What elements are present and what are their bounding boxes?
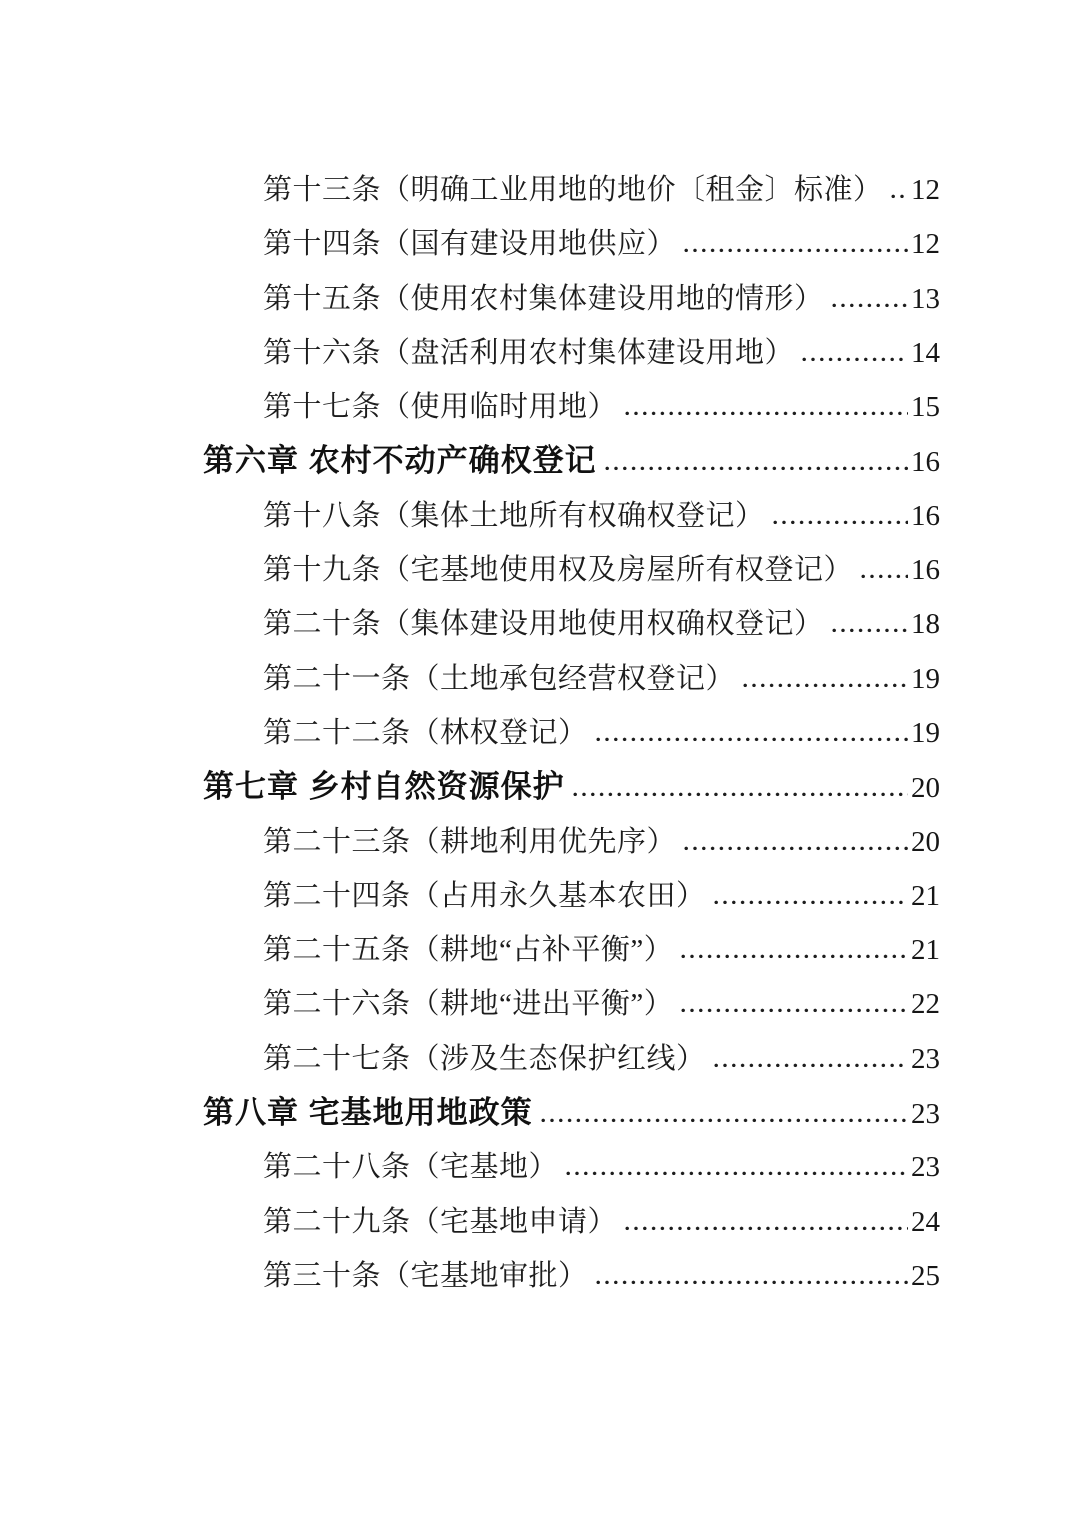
toc-entry-label: 第二十五条（耕地“占补平衡”） (263, 934, 674, 967)
table-of-contents (203, 163, 940, 1303)
toc-entry-label: 第二十一条（土地承包经营权登记） (263, 662, 736, 695)
toc-page-number: 20 (911, 772, 940, 805)
dotted-leader (832, 624, 908, 633)
toc-article-row (203, 326, 940, 380)
dotted-leader (743, 679, 908, 688)
toc-entry-label: 第七章 乡村自然资源保护 (203, 769, 565, 805)
dotted-leader (891, 190, 908, 199)
toc-article-row (203, 815, 940, 869)
dotted-leader (684, 244, 908, 253)
toc-page-number: 19 (911, 662, 940, 695)
dotted-leader (832, 299, 908, 308)
dotted-leader (681, 1004, 908, 1013)
toc-page-number: 12 (911, 174, 940, 206)
toc-chapter-row (203, 760, 940, 814)
toc-chapter-row (203, 1086, 940, 1140)
toc-entry-label: 第八章 宅基地用地政策 (203, 1095, 533, 1131)
dotted-leader (681, 950, 908, 959)
dotted-leader (596, 733, 908, 742)
dotted-leader (861, 570, 908, 579)
toc-page-number: 12 (911, 228, 940, 261)
toc-entry-label: 第十八条（集体土地所有权确权登记） (263, 499, 765, 532)
toc-entry-label: 第二十四条（占用永久基本农田） (263, 879, 706, 912)
dotted-leader (596, 1276, 908, 1285)
dotted-leader (573, 788, 908, 797)
toc-page-number: 21 (911, 879, 940, 912)
dotted-leader (684, 842, 908, 851)
toc-page-number: 20 (911, 825, 940, 858)
toc-entry-label: 第六章 农村不动产确权登记 (203, 443, 597, 479)
toc-entry-label: 第十九条（宅基地使用权及房屋所有权登记） (263, 554, 854, 587)
toc-page-number: 14 (911, 336, 940, 369)
toc-article-row (203, 652, 940, 706)
toc-article-row (203, 1032, 940, 1086)
toc-entry-label: 第二十条（集体建设用地使用权确权登记） (263, 608, 824, 641)
toc-article-row (203, 706, 940, 760)
toc-article-row (203, 869, 940, 923)
toc-article-row (203, 163, 940, 217)
toc-article-row (203, 217, 940, 271)
toc-page-number: 13 (911, 282, 940, 315)
toc-article-row (203, 1195, 940, 1249)
toc-article-row (203, 489, 940, 543)
dotted-leader (802, 353, 908, 362)
toc-article-row (203, 1249, 940, 1303)
toc-page-number: 15 (911, 391, 940, 424)
toc-entry-label: 第十四条（国有建设用地供应） (263, 228, 677, 261)
toc-entry-label: 第二十八条（宅基地） (263, 1151, 559, 1184)
toc-page-number: 25 (911, 1259, 940, 1292)
toc-article-row (203, 1140, 940, 1194)
toc-article-row (203, 272, 940, 326)
dotted-leader (625, 1222, 908, 1231)
toc-page-number: 23 (911, 1042, 940, 1075)
toc-page-number: 23 (911, 1098, 940, 1131)
dotted-leader (541, 1114, 908, 1123)
dotted-leader (605, 462, 908, 471)
toc-page-number: 18 (911, 608, 940, 641)
toc-entry-label: 第十七条（使用临时用地） (263, 391, 618, 424)
toc-page-number: 16 (911, 499, 940, 532)
toc-page-number: 16 (911, 446, 940, 479)
dotted-leader (714, 1059, 908, 1068)
toc-page-number: 23 (911, 1151, 940, 1184)
toc-page-number: 21 (911, 934, 940, 967)
toc-entry-label: 第十六条（盘活利用农村集体建设用地） (263, 336, 795, 369)
dotted-leader (773, 516, 908, 525)
toc-page-number: 22 (911, 988, 940, 1021)
toc-entry-label: 第二十三条（耕地利用优先序） (263, 825, 677, 858)
toc-entry-label: 第十三条（明确工业用地的地价〔租金〕标准） (263, 174, 883, 206)
toc-entry-label: 第三十条（宅基地审批） (263, 1259, 588, 1292)
dotted-leader (625, 407, 908, 416)
toc-article-row (203, 543, 940, 597)
toc-article-row (203, 380, 940, 434)
toc-page-number: 19 (911, 716, 940, 749)
toc-entry-label: 第二十二条（林权登记） (263, 716, 588, 749)
toc-entry-label: 第二十六条（耕地“进出平衡”） (263, 988, 674, 1021)
toc-article-row (203, 597, 940, 651)
toc-page-number: 16 (911, 554, 940, 587)
toc-article-row (203, 923, 940, 977)
toc-entry-label: 第二十九条（宅基地申请） (263, 1205, 618, 1238)
toc-page-number: 24 (911, 1205, 940, 1238)
toc-entry-label: 第二十七条（涉及生态保护红线） (263, 1042, 706, 1075)
dotted-leader (714, 896, 908, 905)
toc-chapter-row (203, 434, 940, 488)
toc-article-row (203, 977, 940, 1031)
toc-entry-label: 第十五条（使用农村集体建设用地的情形） (263, 282, 824, 315)
dotted-leader (566, 1167, 908, 1176)
